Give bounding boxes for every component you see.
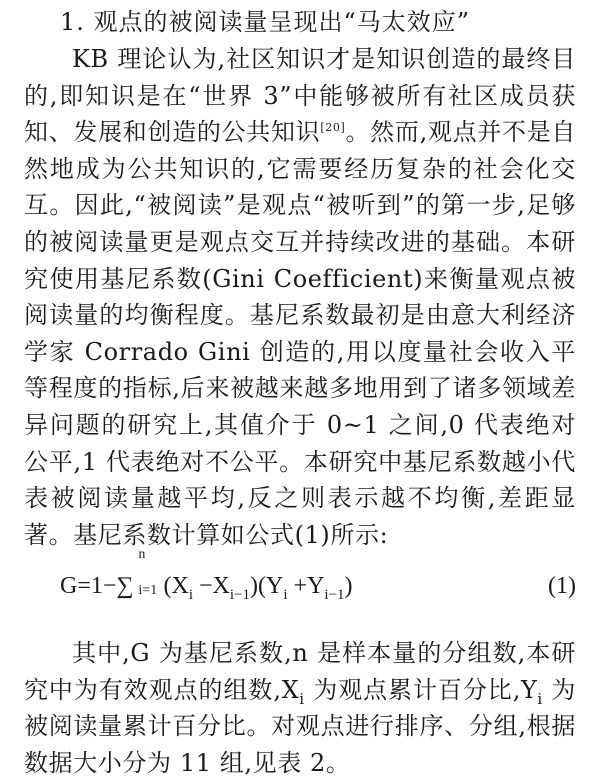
gini-formula: [60, 547, 576, 610]
citation-ref: [20]: [320, 121, 346, 135]
paragraph-text: 。然而,观点并不是自然地成为公共知识的,它需要经历复杂的社会化交互。因此,“被阅读”是观点“被听到”的第一步,足够的被阅读量更是观点交互并持续改进的基础。本研究使用基尼系数(Gini Coefficient)来衡量观点被阅读量的均衡程度。基尼系数最初是由意大利经济学家 Corrado Gini 创造的,用以度量社会收入平等程度的指标,后来被越来越多地用到了诸多领域差异问题的研究上,其值介于 0~1 之间,0 代表绝对公平,1 代表绝对不公平。本研究中基尼系数越小代表被阅读量越平均,反之则表示越不均衡,差距显著。基尼系数计算如公式(1)所示:: [24, 118, 576, 549]
paragraph-text: 为被阅读量累计百分比。对观点进行排序、分组,根据数据大小分为 11 组,见表 2。: [24, 675, 576, 777]
body-paragraph-2: [24, 635, 576, 781]
formula-term: −X: [193, 573, 230, 599]
summation-symbol: [116, 547, 158, 610]
formula-expression: [60, 547, 353, 610]
formula-subscript: i: [188, 586, 194, 603]
paragraph-text: KB 理论认为,社区知识才是知识创造的最终目的,即知识是在“世界 3”中能够被所有社区成员获知、发展和创造的公共知识: [24, 45, 576, 147]
sum-lower-limit: i=1: [138, 583, 158, 598]
paragraph-text: 其中,G 为基尼系数,n 是样本量的分组数,本研究中为有效观点的组数,X: [24, 639, 576, 704]
formula-term: ): [344, 573, 353, 599]
formula-term: +Y: [287, 573, 325, 599]
formula-lhs: G=1−: [60, 573, 117, 599]
section-heading: 1. 观点的被阅读量呈现出“马太效应”: [60, 8, 471, 36]
formula-subscript: i: [283, 586, 288, 603]
formula-subscript: i−1: [324, 586, 345, 603]
formula-term: (X: [163, 573, 189, 599]
sum-upper-limit: n: [138, 547, 146, 562]
body-paragraph-1: [24, 41, 576, 553]
formula-subscript: i−1: [229, 586, 251, 603]
sigma-glyph: ∑: [116, 573, 134, 599]
paragraph-text: 为观点累计百分比,Y: [304, 675, 538, 704]
formula-term: )(Y: [250, 573, 284, 599]
variable-subscript: i: [537, 689, 543, 708]
equation-number: (1): [548, 573, 576, 599]
variable-subscript: i: [299, 689, 305, 708]
